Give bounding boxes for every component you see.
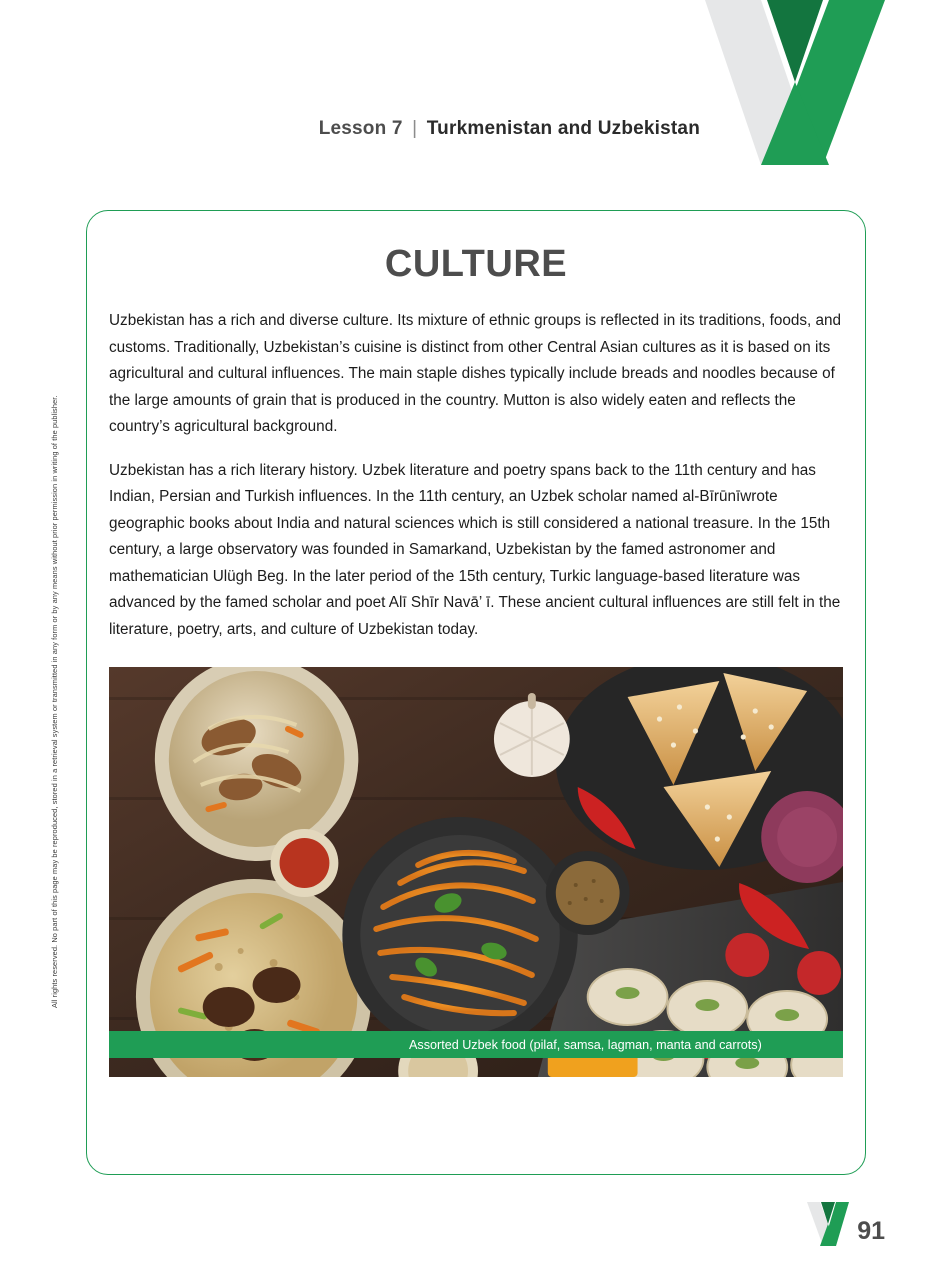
copyright-notice: All rights reserved. No part of this page may be reproduced, stored in a retrieval system or transmitted in any form or by any means without prior permission in writing of the publisher. — [50, 395, 59, 1008]
footer-logo-mark — [807, 1202, 849, 1246]
page-number: 91 — [857, 1217, 885, 1245]
food-photo — [109, 667, 843, 1077]
paragraph-literary-history: Uzbekistan has a rich literary history. Uzbek literature and poetry spans back to the 11th century and has Indian, Persian and Turkish influences. In the 11th century, an Uzbek scholar named al-Bīrūnīwrote geographic books about India and natural sciences which is still considered a national treasure. In the 15th century, a large observatory was founded in Samarkand, Uzbekistan by the famed astronomer and mathematician Ulügh Beg. In the later period of the 15th century, Turkic language-based literature was advanced by the famed scholar and poet Alī Shīr Navā’ ī. These ancient cultural influences are still felt in the literature, poetry, arts, and culture of Uzbekistan today. — [109, 461, 841, 638]
page-title: CULTURE — [384, 243, 568, 285]
page-header — [0, 118, 700, 140]
lesson-number: Lesson 7 — [318, 118, 403, 139]
content-card — [86, 210, 866, 1175]
page-footer — [807, 1202, 885, 1246]
figure-caption — [109, 1031, 843, 1058]
figure-caption-text: Assorted Uzbek food (pilaf, samsa, lagman, manta and carrots) — [409, 1037, 762, 1052]
lesson-title: Turkmenistan and Uzbekistan — [426, 118, 700, 139]
brand-logo-mark — [705, 0, 885, 165]
food-photo-figure — [109, 667, 843, 1077]
paragraph-culture-cuisine: Uzbekistan has a rich and diverse culture. Its mixture of ethnic groups is reflected in its traditions, foods, and customs. Traditionally, Uzbekistan’s cuisine is distinct from other Central Asian cultures as it is based on its agricultural and cultural influences. The main staple dishes typically include breads and noodles because of the large amounts of grain that is produced in the country. Mutton is also widely eaten and reflects the country’s agricultural background. — [109, 312, 842, 435]
header-divider: | — [412, 118, 418, 139]
